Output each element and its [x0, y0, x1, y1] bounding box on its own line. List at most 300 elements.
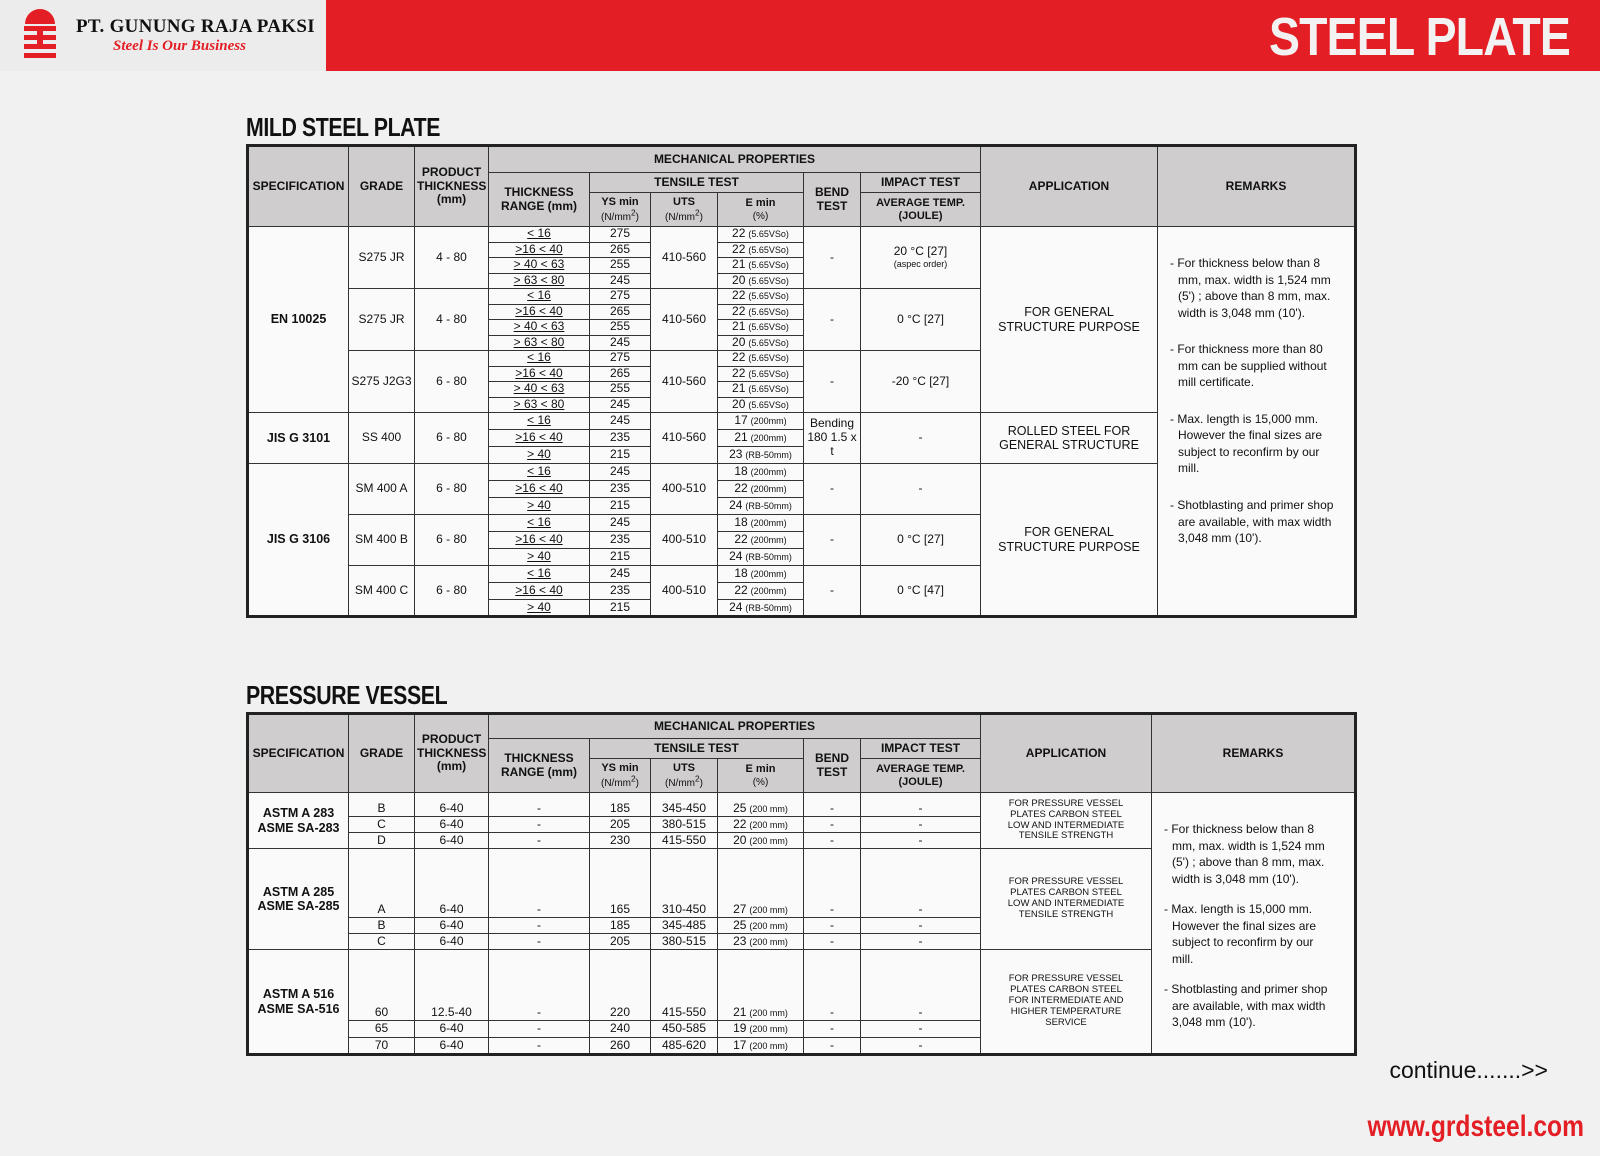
emin-note: (5.65VSo): [748, 384, 789, 395]
emin-note: (RB-50mm): [745, 602, 792, 613]
col-product-thickness: PRODUCT THICKNESS (mm): [415, 146, 489, 227]
thickness-cell: 4 - 80: [415, 289, 489, 351]
application-cell: FOR PRESSURE VESSEL PLATES CARBON STEEL LOW AND INTERMEDIATE TENSILE STRENGTH: [981, 849, 1152, 950]
application-cell: FOR GENERAL STRUCTURE PURPOSE: [981, 464, 1158, 617]
spec-cell: JIS G 3101: [248, 413, 349, 464]
thickness-range-cell: > 63 < 80: [489, 335, 590, 351]
grade-cell: 65: [349, 1021, 415, 1038]
grade-cell: SM 400 C: [349, 566, 415, 617]
col-remarks: REMARKS: [1158, 146, 1356, 227]
emin-cell: [718, 242, 804, 258]
thickness-cell: 6 - 80: [415, 515, 489, 566]
emin-note: (RB-50mm): [745, 552, 792, 563]
emin-note: (200 mm): [749, 1040, 788, 1051]
ys-cell: 215: [590, 600, 651, 617]
emin-cell: [718, 817, 804, 833]
website-url[interactable]: www.grdsteel.com: [1367, 1110, 1584, 1143]
emin-cell: [718, 304, 804, 320]
emin-value: 24: [729, 549, 743, 564]
thickness-cell: 6 - 80: [415, 566, 489, 617]
bend-cell: -: [804, 849, 861, 918]
ys-cell: 205: [590, 934, 651, 950]
col-uts: UTS $(N/mm^2)$: [651, 759, 718, 793]
remark-item: - For thickness below than 8 mm, max. width is 1,524 mm (5') ; above than 8 mm, max. width is 3,048 mm (10').: [1170, 256, 1331, 320]
uts-cell: 400-510: [651, 566, 718, 617]
thickness-cell: 6-40: [415, 793, 489, 817]
emin-note: (5.65VSo): [748, 229, 789, 240]
emin-note: (5.65VSo): [748, 291, 789, 302]
impact-cell: [861, 289, 981, 351]
application-cell: FOR PRESSURE VESSEL PLATES CARBON STEEL FOR INTERMEDIATE AND HIGHER TEMPERATURE SERVICE: [981, 950, 1152, 1055]
thickness-range-cell: > 63 < 80: [489, 397, 590, 413]
uts-cell: 415-550: [651, 833, 718, 849]
ys-cell: 245: [590, 464, 651, 481]
ys-cell: 245: [590, 335, 651, 351]
emin-value: 18: [734, 566, 748, 581]
emin-note: (200mm): [750, 484, 787, 495]
emin-note: (200 mm): [749, 819, 788, 830]
emin-value: 21: [733, 1005, 747, 1020]
emin-note: (200mm): [750, 467, 787, 478]
impact-cell: [861, 566, 981, 617]
emin-note: (200 mm): [749, 804, 788, 815]
grade-cell: D: [349, 833, 415, 849]
thickness-cell: 6-40: [415, 1021, 489, 1038]
col-impact-test: IMPACT TEST: [861, 173, 981, 193]
col-thickness-range: THICKNESS RANGE (mm): [489, 173, 590, 227]
col-remarks: REMARKS: [1152, 714, 1356, 793]
thickness-cell: 6 - 80: [415, 413, 489, 464]
thickness-range-cell: >16 < 40: [489, 583, 590, 600]
bend-cell: -: [804, 289, 861, 351]
ys-cell: 255: [590, 320, 651, 336]
remark-item: - For thickness below than 8 mm, max. width is 1,524 mm (5') ; above than 8 mm, max. width is 3,048 mm (10').: [1164, 822, 1325, 886]
ys-cell: 220: [590, 950, 651, 1021]
uts-cell: 485-620: [651, 1038, 718, 1055]
bend-cell: -: [804, 918, 861, 934]
emin-note: (200mm): [750, 535, 787, 546]
ys-cell: 235: [590, 481, 651, 498]
emin-cell: [718, 583, 804, 600]
impact-cell: -: [861, 849, 981, 918]
thickness-range-cell: -: [489, 934, 590, 950]
impact-value: 0 °C [27]: [897, 532, 944, 547]
col-average-temp: AVERAGE TEMP. (JOULE): [861, 759, 981, 793]
thickness-range-cell: >16 < 40: [489, 304, 590, 320]
uts-cell: 450-585: [651, 1021, 718, 1038]
emin-value: 22: [732, 242, 746, 256]
ys-cell: 265: [590, 242, 651, 258]
ys-cell: 245: [590, 397, 651, 413]
col-e-min: E min (%): [718, 193, 804, 227]
impact-cell: [861, 464, 981, 515]
ys-cell: 275: [590, 227, 651, 243]
ys-cell: 205: [590, 817, 651, 833]
emin-cell: [718, 532, 804, 549]
bend-cell: -: [804, 566, 861, 617]
col-specification: SPECIFICATION: [248, 714, 349, 793]
ys-cell: 215: [590, 447, 651, 464]
emin-cell: [718, 566, 804, 583]
thickness-cell: 4 - 80: [415, 227, 489, 289]
emin-cell: [718, 481, 804, 498]
company-name: PT. GUNUNG RAJA PAKSI: [76, 16, 315, 37]
thickness-cell: 6-40: [415, 833, 489, 849]
col-grade: GRADE: [349, 146, 415, 227]
thickness-range-cell: > 40: [489, 600, 590, 617]
thickness-range-cell: > 40: [489, 549, 590, 566]
thickness-range-cell: < 16: [489, 515, 590, 532]
thickness-range-cell: < 16: [489, 227, 590, 243]
thickness-range-cell: < 16: [489, 351, 590, 367]
spec-cell: EN 10025: [248, 227, 349, 413]
thickness-range-cell: >16 < 40: [489, 481, 590, 498]
application-cell: ROLLED STEEL FOR GENERAL STRUCTURE: [981, 413, 1158, 464]
impact-value: -: [918, 430, 923, 445]
emin-value: 25: [733, 801, 747, 816]
thickness-range-cell: < 16: [489, 413, 590, 430]
uts-cell: 400-510: [651, 515, 718, 566]
grade-cell: SM 400 B: [349, 515, 415, 566]
grade-cell: B: [349, 793, 415, 817]
ys-cell: 245: [590, 413, 651, 430]
spec-cell: [248, 849, 349, 950]
emin-note: (5.65VSo): [748, 368, 789, 379]
grade-cell: SM 400 A: [349, 464, 415, 515]
ys-cell: 240: [590, 1021, 651, 1038]
col-bend-test: BEND TEST: [804, 173, 861, 227]
emin-cell: [718, 1021, 804, 1038]
emin-cell: [718, 918, 804, 934]
remark-item: - For thickness more than 80 mm can be supplied without mill certificate.: [1170, 342, 1327, 390]
emin-note: (200mm): [750, 433, 787, 444]
thickness-range-cell: > 40 < 63: [489, 320, 590, 336]
emin-cell: [718, 382, 804, 398]
thickness-range-cell: > 40 < 63: [489, 382, 590, 398]
ys-cell: 185: [590, 918, 651, 934]
thickness-range-cell: -: [489, 793, 590, 817]
col-uts: UTS $(N/mm^2)$: [651, 193, 718, 227]
col-e-min: E min (%): [718, 759, 804, 793]
thickness-range-cell: -: [489, 1021, 590, 1038]
impact-cell: -: [861, 833, 981, 849]
bend-cell: -: [804, 817, 861, 833]
thickness-range-cell: -: [489, 1038, 590, 1055]
emin-note: (200 mm): [749, 1024, 788, 1035]
emin-cell: [718, 464, 804, 481]
thickness-range-cell: > 40: [489, 447, 590, 464]
grade-cell: 70: [349, 1038, 415, 1055]
spec-cell: [248, 793, 349, 849]
emin-note: (200 mm): [749, 1008, 788, 1019]
emin-value: 22: [732, 226, 746, 241]
uts-cell: 380-515: [651, 934, 718, 950]
bend-cell: -: [804, 1021, 861, 1038]
ys-cell: 235: [590, 532, 651, 549]
emin-value: 24: [729, 498, 743, 513]
bend-cell: -: [804, 1038, 861, 1055]
uts-cell: 415-550: [651, 950, 718, 1021]
thickness-range-cell: -: [489, 849, 590, 918]
impact-cell: -: [861, 1038, 981, 1055]
emin-cell: [718, 515, 804, 532]
emin-value: 22: [734, 481, 748, 496]
ys-cell: 165: [590, 849, 651, 918]
impact-cell: [861, 413, 981, 464]
emin-cell: [718, 430, 804, 447]
emin-value: 21: [732, 257, 746, 272]
grade-cell: C: [349, 817, 415, 833]
uts-cell: 345-450: [651, 793, 718, 817]
emin-value: 23: [733, 933, 747, 948]
emin-value: 22: [734, 532, 748, 547]
emin-note: (5.65VSo): [748, 399, 789, 410]
impact-value: -: [918, 481, 923, 496]
emin-value: 22: [732, 350, 746, 365]
mild-steel-table: [246, 144, 1357, 618]
remark-item: - Shotblasting and primer shop are available, with max width 3,048 mm (10').: [1164, 982, 1328, 1030]
ys-cell: 185: [590, 793, 651, 817]
bend-cell: -: [804, 227, 861, 289]
emin-value: 21: [732, 319, 746, 334]
grade-cell: B: [349, 918, 415, 934]
ys-cell: 245: [590, 566, 651, 583]
emin-note: (5.65VSo): [748, 275, 789, 286]
uts-cell: 400-510: [651, 464, 718, 515]
ys-cell: 255: [590, 382, 651, 398]
grade-cell: C: [349, 934, 415, 950]
col-mechanical-properties: MECHANICAL PROPERTIES: [489, 146, 981, 173]
emin-value: 27: [733, 902, 747, 917]
remark-item: - Shotblasting and primer shop are available, with max width 3,048 mm (10').: [1170, 498, 1334, 546]
thickness-range-cell: < 16: [489, 289, 590, 305]
emin-value: 20: [732, 397, 746, 411]
impact-note: (aspec order): [893, 259, 948, 270]
uts-cell: 345-485: [651, 918, 718, 934]
uts-cell: 410-560: [651, 413, 718, 464]
impact-cell: -: [861, 817, 981, 833]
table-row: [248, 793, 1356, 817]
ys-cell: 235: [590, 430, 651, 447]
emin-cell: [718, 351, 804, 367]
thickness-cell: 6 - 80: [415, 464, 489, 515]
emin-value: 25: [733, 917, 747, 932]
impact-cell: [861, 515, 981, 566]
thickness-range-cell: < 16: [489, 464, 590, 481]
emin-cell: [718, 258, 804, 274]
emin-note: (200 mm): [749, 905, 788, 916]
emin-value: 23: [729, 447, 743, 462]
bend-cell: Bending 180 1.5 x t: [804, 413, 861, 464]
thickness-range-cell: -: [489, 833, 590, 849]
emin-note: (200mm): [750, 586, 787, 597]
uts-cell: 410-560: [651, 351, 718, 413]
impact-cell: -: [861, 918, 981, 934]
col-impact-test: IMPACT TEST: [861, 739, 981, 759]
col-application: APPLICATION: [981, 146, 1158, 227]
col-tensile-test: TENSILE TEST: [590, 173, 804, 193]
thickness-range-cell: < 16: [489, 566, 590, 583]
emin-note: (RB-50mm): [745, 450, 792, 461]
ys-cell: 215: [590, 549, 651, 566]
emin-cell: [718, 849, 804, 918]
emin-value: 22: [733, 816, 747, 831]
impact-cell: -: [861, 950, 981, 1021]
impact-value: 0 °C [47]: [897, 582, 944, 597]
col-application: APPLICATION: [981, 714, 1152, 793]
remarks-cell: [1152, 793, 1356, 1055]
bend-cell: -: [804, 515, 861, 566]
emin-value: 24: [729, 599, 743, 614]
col-mechanical-properties: MECHANICAL PROPERTIES: [489, 714, 981, 739]
uts-cell: 380-515: [651, 817, 718, 833]
emin-note: (5.65VSo): [748, 244, 789, 255]
thickness-range-cell: > 63 < 80: [489, 273, 590, 289]
impact-cell: [861, 227, 981, 289]
emin-note: (200mm): [750, 416, 787, 427]
ys-cell: 230: [590, 833, 651, 849]
emin-cell: [718, 793, 804, 817]
emin-note: (200mm): [750, 569, 787, 580]
pressure-vessel-title: PRESSURE VESSEL: [246, 680, 448, 710]
grade-cell: SS 400: [349, 413, 415, 464]
thickness-cell: 6-40: [415, 817, 489, 833]
company-logo-icon: [22, 8, 58, 64]
grade-cell: S275 JR: [349, 227, 415, 289]
ys-cell: 235: [590, 583, 651, 600]
emin-note: (5.65VSo): [748, 337, 789, 348]
emin-cell: [718, 498, 804, 515]
continue-link[interactable]: continue.......>>: [1389, 1057, 1548, 1083]
uts-cell: 310-450: [651, 849, 718, 918]
emin-value: 18: [734, 464, 748, 479]
emin-value: 22: [732, 366, 746, 380]
impact-value: 20 °C [27]: [893, 244, 948, 259]
emin-note: (5.65VSo): [748, 260, 789, 271]
header-bar: [0, 0, 1600, 71]
thickness-cell: 6-40: [415, 849, 489, 918]
emin-value: 20: [732, 273, 746, 287]
bend-cell: -: [804, 950, 861, 1021]
emin-value: 17: [734, 413, 748, 428]
col-thickness-range: THICKNESS RANGE (mm): [489, 739, 590, 793]
brand-block: [0, 0, 326, 71]
thickness-cell: 12.5-40: [415, 950, 489, 1021]
emin-note: (5.65VSo): [748, 322, 789, 333]
impact-value: -20 °C [27]: [891, 373, 950, 388]
emin-value: 21: [734, 430, 748, 445]
spec-line: ASTM A 516: [262, 987, 335, 1002]
grade-cell: S275 JR: [349, 289, 415, 351]
col-product-thickness: PRODUCT THICKNESS (mm): [415, 714, 489, 793]
ys-cell: 255: [590, 258, 651, 274]
bend-cell: -: [804, 351, 861, 413]
emin-note: (200 mm): [749, 835, 788, 846]
col-grade: GRADE: [349, 714, 415, 793]
remarks-cell: [1158, 227, 1356, 617]
emin-value: 17: [733, 1037, 747, 1052]
emin-cell: [718, 273, 804, 289]
emin-value: 19: [733, 1021, 747, 1036]
spec-cell: JIS G 3106: [248, 464, 349, 617]
thickness-range-cell: >16 < 40: [489, 366, 590, 382]
uts-cell: 410-560: [651, 227, 718, 289]
bend-cell: -: [804, 833, 861, 849]
ys-cell: 215: [590, 498, 651, 515]
ys-cell: 275: [590, 351, 651, 367]
ys-cell: 265: [590, 366, 651, 382]
bend-cell: -: [804, 464, 861, 515]
spec-line: ASTM A 283: [262, 806, 335, 821]
impact-cell: -: [861, 934, 981, 950]
uts-cell: 410-560: [651, 289, 718, 351]
grade-cell: A: [349, 849, 415, 918]
emin-value: 18: [734, 515, 748, 530]
spec-cell: [248, 950, 349, 1055]
col-bend-test: BEND TEST: [804, 739, 861, 793]
spec-line: ASME SA-285: [257, 899, 340, 913]
emin-cell: [718, 950, 804, 1021]
thickness-range-cell: >16 < 40: [489, 532, 590, 549]
mild-steel-title: MILD STEEL PLATE: [246, 112, 441, 142]
emin-cell: [718, 366, 804, 382]
emin-cell: [718, 447, 804, 464]
thickness-cell: 6-40: [415, 918, 489, 934]
emin-cell: [718, 320, 804, 336]
emin-cell: [718, 1038, 804, 1055]
thickness-range-cell: > 40 < 63: [489, 258, 590, 274]
emin-cell: [718, 289, 804, 305]
emin-cell: [718, 413, 804, 430]
ys-cell: 275: [590, 289, 651, 305]
grade-cell: 60: [349, 950, 415, 1021]
emin-value: 22: [732, 304, 746, 318]
impact-cell: -: [861, 1021, 981, 1038]
impact-cell: [861, 351, 981, 413]
emin-value: 22: [732, 288, 746, 303]
thickness-range-cell: >16 < 40: [489, 430, 590, 447]
thickness-range-cell: > 40: [489, 498, 590, 515]
thickness-cell: 6-40: [415, 934, 489, 950]
thickness-cell: 6 - 80: [415, 351, 489, 413]
application-cell: FOR GENERAL STRUCTURE PURPOSE: [981, 227, 1158, 413]
emin-note: (5.65VSo): [748, 306, 789, 317]
emin-note: (200mm): [750, 518, 787, 529]
emin-cell: [718, 549, 804, 566]
spec-line: ASTM A 285: [262, 884, 335, 899]
col-ys-min: YS min $(N/mm^2)$: [590, 759, 651, 793]
col-ys-min: YS min $(N/mm^2)$: [590, 193, 651, 227]
emin-cell: [718, 833, 804, 849]
emin-note: (RB-50mm): [745, 501, 792, 512]
grade-cell: S275 J2G3: [349, 351, 415, 413]
ys-cell: 245: [590, 515, 651, 532]
thickness-range-cell: >16 < 40: [489, 242, 590, 258]
emin-value: 20: [732, 335, 746, 349]
remark-item: - Max. length is 15,000 mm. However the final sizes are subject to reconfirm by our mill.: [1170, 411, 1323, 476]
col-specification: SPECIFICATION: [248, 146, 349, 227]
emin-cell: [718, 335, 804, 351]
pressure-vessel-table: [246, 712, 1357, 1056]
application-cell: FOR PRESSURE VESSEL PLATES CARBON STEEL LOW AND INTERMEDIATE TENSILE STRENGTH: [981, 793, 1152, 849]
thickness-range-cell: -: [489, 918, 590, 934]
spec-line: ASME SA-283: [257, 820, 340, 835]
bend-cell: -: [804, 934, 861, 950]
emin-cell: [718, 227, 804, 243]
col-tensile-test: TENSILE TEST: [590, 739, 804, 759]
thickness-cell: 6-40: [415, 1038, 489, 1055]
ys-cell: 265: [590, 304, 651, 320]
